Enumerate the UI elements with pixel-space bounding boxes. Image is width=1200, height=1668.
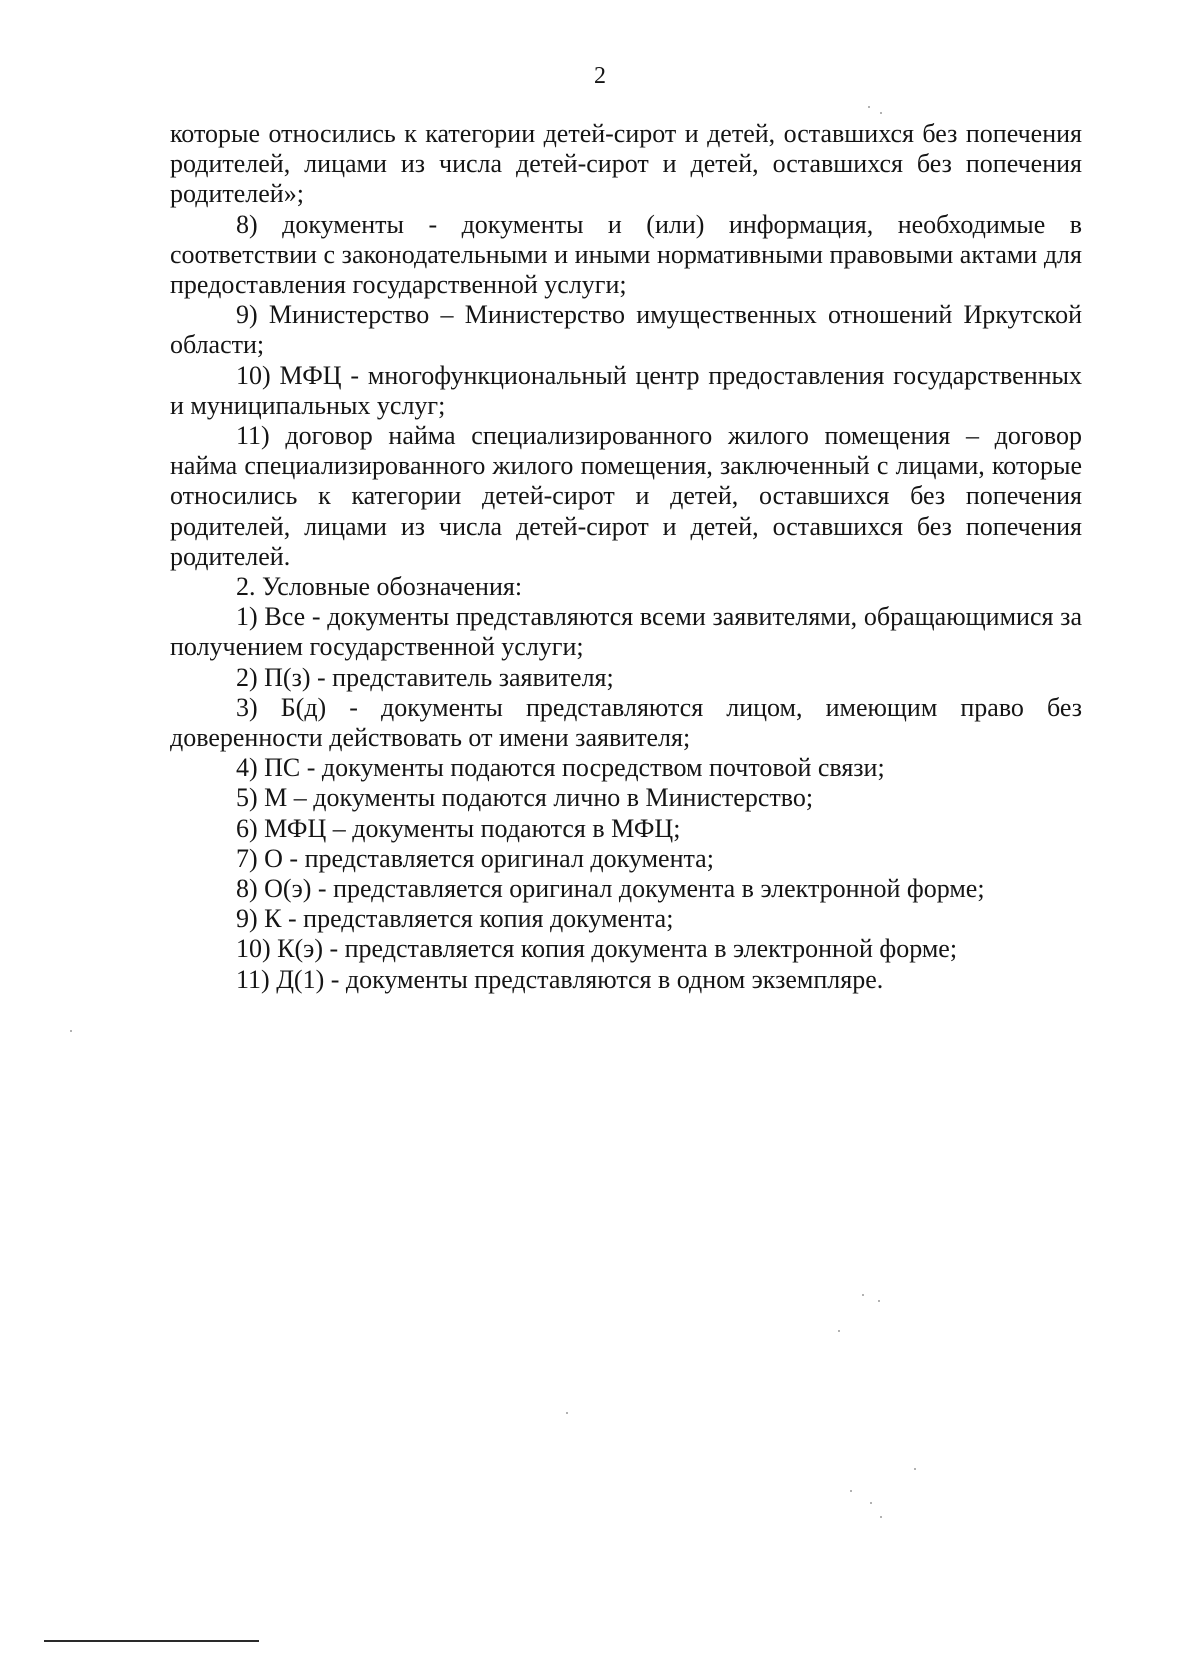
scan-speck (878, 1300, 880, 1302)
definition-mfc: 10) МФЦ - многофункциональный центр предоставления государственных и муниципальных услуг; (170, 360, 1082, 420)
legend-item-without-power-of-attorney: 3) Б(д) - документы представляются лицом, имеющим право без доверенности действовать от имени заявителя; (170, 692, 1082, 753)
legend-item-copy: 9) К - представляется копия документа; (236, 904, 674, 934)
scan-speck (880, 112, 882, 114)
scan-speck (838, 1330, 840, 1332)
scan-speck (566, 1412, 568, 1414)
legend-item-copy-electronic: 10) К(э) - представляется копия документа в электронной форме; (236, 934, 958, 964)
legend-item-postal: 4) ПС - документы подаются посредством почтовой связи; (236, 753, 885, 783)
scan-speck (870, 1502, 872, 1504)
legend-item-in-person: 5) М – документы подаются лично в Министерство; (236, 783, 814, 813)
section-heading-legend: 2. Условные обозначения: (236, 572, 523, 602)
legend-item-original-electronic: 8) О(э) - представляется оригинал документа в электронной форме; (236, 874, 985, 904)
body-text (170, 119, 1082, 995)
scan-speck (850, 1490, 852, 1492)
legend-item-original: 7) О - представляется оригинал документа; (236, 843, 714, 873)
scan-speck (70, 1030, 72, 1032)
scan-speck (914, 1468, 916, 1470)
legend-item-all: 1) Все - документы представляются всеми заявителями, обращающимися за получением государственной услуги; (170, 602, 1082, 662)
legend-item-single-copy: 11) Д(1) - документы представляются в одном экземпляре. (236, 964, 884, 994)
page-number: 2 (594, 63, 606, 89)
legend-item-mfc: 6) МФЦ – документы подаются в МФЦ; (236, 813, 681, 843)
definition-ministry: 9) Министерство – Министерство имущественных отношений Иркутской области; (170, 300, 1082, 360)
definition-documents: 8) документы - документы и (или) информация, необходимые в соответствии с законодательными и иными нормативными правовыми актами для предоставления государственной услуги; (170, 209, 1082, 300)
scan-speck (880, 1516, 882, 1518)
definition-lease-agreement: 11) договор найма специализированного жилого помещения – договор найма специализированного жилого помещения, заключенный с лицами, которые относились к категории детей-сирот и детей, оставшихся без попечения родителей, лицами из числа детей-сирот и детей, оставшихся без попечения родителей. (170, 421, 1082, 571)
paragraph-continuation: которые относились к категории детей-сирот и детей, оставшихся без попечения родителей, лицами из числа детей-сирот и детей, оставшихся без попечения родителей»; (170, 119, 1082, 209)
legend-item-representative: 2) П(з) - представитель заявителя; (236, 662, 614, 692)
bottom-rule (44, 1640, 259, 1642)
scan-speck (868, 106, 870, 108)
scan-speck (862, 1294, 864, 1296)
